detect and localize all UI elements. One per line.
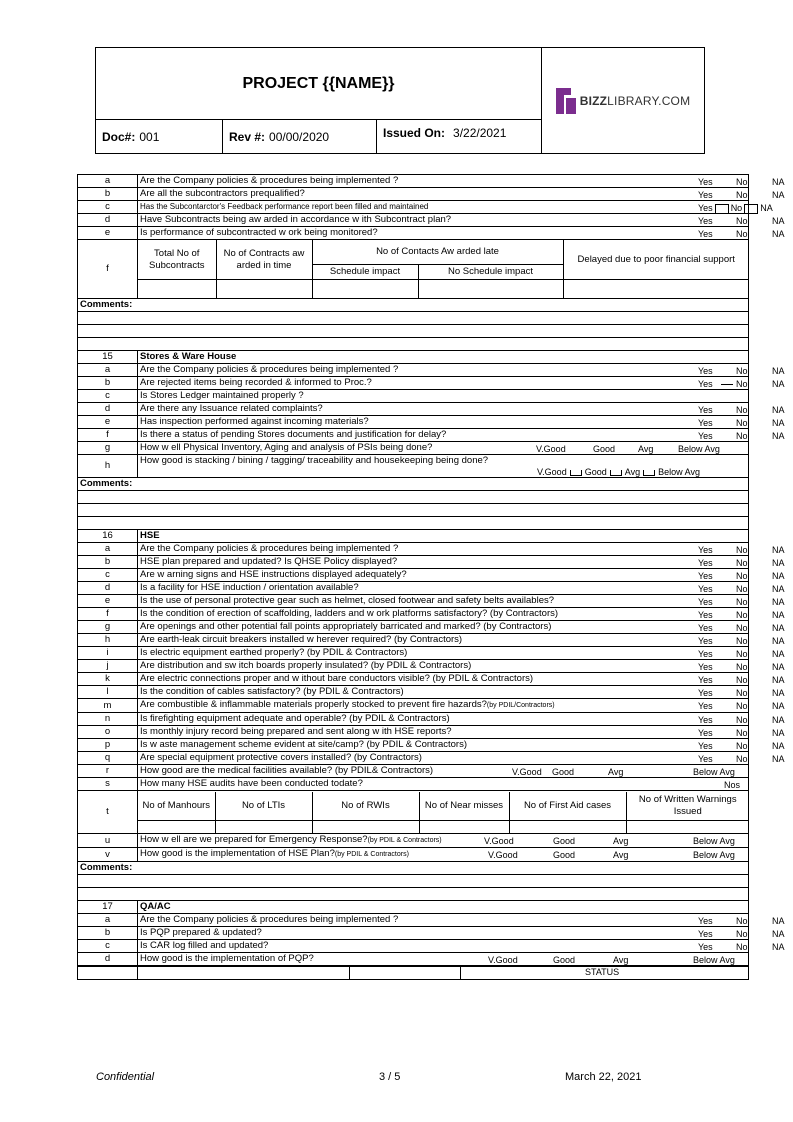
option-no[interactable]: No: [736, 715, 748, 725]
first-aid-header: No of First Aid cases: [509, 792, 626, 821]
table-row: [78, 713, 749, 726]
option-no[interactable]: No: [736, 929, 748, 939]
row-letter: t: [78, 791, 138, 834]
option-na[interactable]: NA: [772, 688, 785, 698]
option-no[interactable]: No: [736, 636, 748, 646]
page-title: PROJECT {{NAME}}: [96, 48, 542, 120]
comments-field[interactable]: [78, 312, 749, 325]
option-yes[interactable]: Yes: [698, 916, 713, 926]
table-row: [78, 752, 749, 765]
option-yes[interactable]: Yes: [698, 623, 713, 633]
table-row: [78, 582, 749, 595]
option-na[interactable]: NA: [772, 610, 785, 620]
question-text: Are the Company policies & procedures being implemented ? Yes No NA: [138, 543, 749, 556]
option-na[interactable]: NA: [772, 418, 785, 428]
option-yes[interactable]: Yes: [698, 649, 713, 659]
section-number: 16: [78, 530, 138, 543]
hse-stats-row: [78, 791, 749, 834]
option-yes[interactable]: Yes: [698, 229, 713, 239]
option-no[interactable]: No: [736, 942, 748, 952]
row-letter: f: [78, 240, 138, 299]
option-na[interactable]: NA: [772, 715, 785, 725]
question-text: HSE plan prepared and updated? Is QHSE Policy displayed? Yes No NA: [138, 556, 749, 569]
row-letter: c: [78, 201, 138, 214]
question-text: Are earth-leak circuit breakers installed w herever required? (by Contractors) Yes No NA: [138, 634, 749, 647]
table-row: [78, 595, 749, 608]
row-letter: k: [78, 673, 138, 686]
table-row: [78, 403, 749, 416]
row-letter: l: [78, 686, 138, 699]
question-text: Are openings and other potential fall points appropriately barricated and marked? (by Contractors) Yes No NA: [138, 621, 749, 634]
option-no[interactable]: No: [736, 431, 748, 441]
table-row: [78, 188, 749, 201]
logo-text: LIBRARY.COM: [607, 93, 691, 108]
row-letter: e: [78, 416, 138, 429]
question-text: Has the Subcontarctor's Feedback performance report been filled and maintained Yes No NA: [138, 201, 749, 214]
rating-below-avg[interactable]: Below Avg: [693, 836, 735, 846]
rating-row: [78, 442, 749, 455]
no-schedule-impact-header: No Schedule impact: [418, 265, 563, 280]
row-letter: n: [78, 713, 138, 726]
row-letter: c: [78, 569, 138, 582]
no-schedule-impact-value[interactable]: [418, 280, 563, 299]
subcontract-stats-table: [138, 240, 749, 298]
question-text: Are distribution and sw itch boards properly insulated? (by PDIL & Contractors) Yes No NA: [138, 660, 749, 673]
rating-avg[interactable]: Avg: [613, 850, 629, 860]
rating-avg[interactable]: Avg: [638, 444, 654, 454]
first-aid-value[interactable]: [509, 820, 626, 833]
question-text: Are special equipment protective covers installed? (by Contractors) Yes No NA: [138, 752, 749, 765]
table-row: [78, 726, 749, 739]
row-letter: a: [78, 364, 138, 377]
rating-vgood[interactable]: V.Good: [512, 767, 542, 777]
question-text: Has inspection performed against incoming materials? Yes No NA: [138, 416, 749, 429]
option-yes[interactable]: Yes: [698, 942, 713, 952]
question-text: How good is the implementation of HSE Plan?(by PDIL & Contractors) V.Good Good Avg Below Avg: [138, 848, 749, 862]
option-no[interactable]: No: [736, 558, 748, 568]
rating-below-avg[interactable]: Below Avg: [678, 444, 720, 454]
contracts-in-time-value[interactable]: [216, 280, 312, 299]
option-yes[interactable]: Yes: [698, 545, 713, 555]
row-letter: o: [78, 726, 138, 739]
doc-number: Doc#: 001: [96, 120, 223, 153]
status-label: STATUS: [585, 967, 620, 977]
option-yes[interactable]: Yes: [698, 715, 713, 725]
option-yes[interactable]: Yes: [698, 584, 713, 594]
row-letter: b: [78, 927, 138, 940]
table-row: [78, 569, 749, 582]
option-no[interactable]: No: [736, 597, 748, 607]
row-letter: s: [78, 778, 138, 791]
option-na[interactable]: NA: [772, 177, 785, 187]
table-row: [78, 778, 749, 791]
table-row: [78, 377, 749, 390]
logo-text-bold: BIZZ: [579, 93, 608, 108]
option-yes[interactable]: Yes No NA: [698, 203, 773, 213]
question-text: How good is the implementation of PQP? V.Good Good Avg Below Avg: [138, 953, 749, 967]
rating-avg[interactable]: Avg: [613, 955, 629, 965]
table-row: [78, 914, 749, 927]
table-row: [78, 364, 749, 377]
issued-date: Issued On: 3/22/2021: [377, 120, 542, 153]
option-na[interactable]: NA: [772, 942, 785, 952]
comments-row: [78, 299, 749, 312]
question-text: How w ell are we prepared for Emergency Response?(by PDIL & Contractors) V.Good Good Avg Below Avg: [138, 834, 749, 848]
row-letter: i: [78, 647, 138, 660]
option-na[interactable]: NA: [772, 741, 785, 751]
rating-scale[interactable]: V.Good Good Avg Below Avg: [537, 467, 700, 477]
total-subcontracts-value[interactable]: [138, 280, 216, 299]
question-text: How many HSE audits have been conducted todate? Nos: [138, 778, 749, 791]
comments-field[interactable]: [78, 875, 749, 888]
total-subcontracts-header: Total No of Subcontracts: [138, 240, 216, 280]
table-row: [78, 940, 749, 953]
rating-vgood[interactable]: V.Good: [484, 836, 514, 846]
option-no[interactable]: No: [736, 728, 748, 738]
row-letter: v: [78, 848, 138, 862]
status-cell: [138, 966, 749, 980]
row-letter: p: [78, 739, 138, 752]
question-text: Is PQP prepared & updated? Yes No NA: [138, 927, 749, 940]
rating-good[interactable]: Good: [593, 444, 616, 454]
rating-vgood[interactable]: V.Good: [488, 850, 518, 860]
option-yes[interactable]: Yes: [698, 636, 713, 646]
option-no[interactable]: No: [736, 418, 748, 428]
row-letter: a: [78, 914, 138, 927]
option-na[interactable]: NA: [772, 379, 785, 389]
row-letter: u: [78, 834, 138, 848]
option-yes[interactable]: Yes: [698, 558, 713, 568]
section-title: Stores & Ware House: [138, 351, 749, 364]
near-misses-value[interactable]: [419, 820, 509, 833]
row-letter: d: [78, 214, 138, 227]
option-yes[interactable]: Yes: [698, 177, 713, 187]
question-text: Is the use of personal protective gear such as helmet, closed footwear and safety belts availables? Yes No NA: [138, 595, 749, 608]
question-text: Is w aste management scheme evident at site/camp? (by PDIL & Contractors) Yes No NA: [138, 739, 749, 752]
question-text: Are combustible & inflammable materials properly stocked to prevent fire hazards?(by PDIL/Contractors) Yes No NA: [138, 699, 749, 713]
written-warnings-value[interactable]: [626, 820, 749, 833]
table-row: [78, 556, 749, 569]
checklist-table: [77, 174, 785, 980]
rating-below-avg[interactable]: Below Avg: [693, 850, 735, 860]
option-yes[interactable]: Yes: [698, 366, 713, 376]
footer-confidential: Confidential: [96, 1071, 155, 1083]
option-no[interactable]: No: [736, 754, 748, 764]
option-yes[interactable]: Yes: [698, 571, 713, 581]
audit-count-unit: Nos: [724, 780, 741, 790]
comments-field[interactable]: [78, 491, 749, 504]
option-blank[interactable]: [718, 378, 736, 390]
question-text: How good are the medical facilities available? (by PDIL& Contractors) V.Good Good Avg Below Avg: [138, 765, 749, 778]
table-row: [78, 660, 749, 673]
rating-vgood[interactable]: V.Good: [488, 955, 518, 965]
question-text: Is monthly injury record being prepared and sent along w ith HSE reports? Yes No NA: [138, 726, 749, 739]
table-row: [78, 673, 749, 686]
question-text: How good is stacking / bining / tagging/ traceability and housekeeping being done? V.Good Good Avg Below Avg: [138, 455, 749, 478]
section-number: 15: [78, 351, 138, 364]
option-no[interactable]: No: [736, 916, 748, 926]
comments-row: [78, 862, 749, 875]
option-na[interactable]: NA: [772, 229, 785, 239]
question-text: Is CAR log filled and updated? Yes No NA: [138, 940, 749, 953]
option-na[interactable]: NA: [772, 929, 785, 939]
row-letter: h: [78, 455, 138, 478]
contracts-in-time-header: No of Contracts aw arded in time: [216, 240, 312, 280]
section-title: HSE: [138, 530, 749, 543]
comments-field[interactable]: [78, 338, 749, 351]
table-row: [78, 647, 749, 660]
option-yes[interactable]: Yes: [698, 379, 713, 389]
status-row: [78, 966, 749, 980]
contracts-late-header: No of Contacts Aw arded late: [312, 240, 563, 265]
manhours-header: No of Manhours: [138, 792, 215, 821]
option-no[interactable]: No: [736, 177, 748, 187]
near-misses-header: No of Near misses: [419, 792, 509, 821]
row-letter: h: [78, 634, 138, 647]
delayed-financial-value[interactable]: [563, 280, 749, 299]
question-text: Is a facility for HSE induction / orientation available? Yes No NA: [138, 582, 749, 595]
company-logo: [542, 48, 704, 153]
option-na[interactable]: NA: [772, 431, 785, 441]
rating-row: [78, 834, 749, 848]
option-no[interactable]: No: [736, 584, 748, 594]
option-yes[interactable]: Yes: [698, 610, 713, 620]
table-row: [78, 227, 749, 240]
option-na[interactable]: NA: [772, 662, 785, 672]
option-yes[interactable]: Yes: [698, 728, 713, 738]
question-text: Is the condition of cables satisfactory? (by PDIL & Contractors) Yes No NA: [138, 686, 749, 699]
option-na[interactable]: NA: [772, 584, 785, 594]
rating-row: [78, 765, 749, 778]
section-title: QA/AC: [138, 901, 749, 914]
subcontract-stats-row: [78, 240, 749, 299]
option-na[interactable]: NA: [772, 366, 785, 376]
row-letter: g: [78, 621, 138, 634]
rwis-header: No of RWIs: [312, 792, 419, 821]
ltis-header: No of LTIs: [215, 792, 312, 821]
table-row: [78, 201, 749, 214]
rating-row: [78, 848, 749, 862]
question-text: Is performance of subcontracted w ork being monitored? Yes No NA: [138, 227, 749, 240]
option-no[interactable]: No: [736, 675, 748, 685]
question-text: Is the condition of erection of scaffolding, ladders and w ork platforms satisfactory? (by Contractors) Yes No NA: [138, 608, 749, 621]
option-na[interactable]: NA: [772, 405, 785, 415]
question-text: Have Subcontracts being aw arded in accordance w ith Subcontract plan? Yes No NA: [138, 214, 749, 227]
question-text: Are rejected items being recorded & informed to Proc.? Yes No NA: [138, 377, 749, 390]
schedule-impact-value[interactable]: [312, 280, 418, 299]
table-row: [78, 608, 749, 621]
option-yes[interactable]: Yes: [698, 190, 713, 200]
rating-good[interactable]: Good: [553, 836, 576, 846]
option-na[interactable]: NA: [772, 701, 785, 711]
rating-row: [78, 455, 749, 478]
option-yes[interactable]: Yes: [698, 701, 713, 711]
document-header: [95, 47, 705, 154]
checkbox-icon[interactable]: [744, 204, 758, 214]
row-letter: j: [78, 660, 138, 673]
delayed-financial-header: Delayed due to poor financial support: [563, 240, 749, 280]
comments-field[interactable]: [78, 325, 749, 338]
table-row: [78, 416, 749, 429]
rating-good[interactable]: Good: [553, 955, 576, 965]
option-no[interactable]: No: [736, 688, 748, 698]
option-no[interactable]: No: [736, 405, 748, 415]
option-no[interactable]: No: [736, 366, 748, 376]
comments-label: Comments:: [78, 478, 749, 491]
section-header: [78, 901, 749, 914]
logo-icon: [556, 88, 576, 114]
option-na[interactable]: NA: [772, 190, 785, 200]
row-letter: a: [78, 175, 138, 188]
option-no[interactable]: No: [736, 216, 748, 226]
option-no[interactable]: No: [736, 545, 748, 555]
question-text: Are all the subcontractors prequalified? Yes No NA: [138, 188, 749, 201]
rating-below-avg[interactable]: Below Avg: [693, 955, 735, 965]
question-text: Are electric connections proper and w ithout bare conductors visible? (by PDIL & Contractors) Yes No NA: [138, 673, 749, 686]
comments-field[interactable]: [78, 888, 749, 901]
question-text: Is firefighting equipment adequate and operable? (by PDIL & Contractors) Yes No NA: [138, 713, 749, 726]
rating-good[interactable]: Good: [552, 767, 575, 777]
ltis-value[interactable]: [215, 820, 312, 833]
row-letter: f: [78, 429, 138, 442]
rating-avg[interactable]: Avg: [608, 767, 624, 777]
option-yes[interactable]: Yes: [698, 688, 713, 698]
option-na[interactable]: NA: [772, 623, 785, 633]
checkbox-icon[interactable]: [715, 204, 729, 214]
row-letter: b: [78, 377, 138, 390]
row-letter: b: [78, 556, 138, 569]
table-row: [78, 621, 749, 634]
row-letter: b: [78, 188, 138, 201]
comments-field[interactable]: [78, 517, 749, 530]
option-no[interactable]: No: [736, 571, 748, 581]
table-row: [78, 175, 749, 188]
question-text: Is electric equipment earthed properly? (by PDIL & Contractors) Yes No NA: [138, 647, 749, 660]
section-header: [78, 530, 749, 543]
option-yes[interactable]: Yes: [698, 216, 713, 226]
option-na[interactable]: NA: [772, 571, 785, 581]
table-row: [78, 429, 749, 442]
footer-page-number: 3 / 5: [379, 1071, 401, 1083]
question-text: Are the Company policies & procedures being implemented ? Yes No NA: [138, 914, 749, 927]
manhours-value[interactable]: [138, 820, 215, 833]
table-row: [78, 543, 749, 556]
option-yes[interactable]: Yes: [698, 675, 713, 685]
option-na[interactable]: NA: [772, 597, 785, 607]
option-na[interactable]: NA: [772, 649, 785, 659]
row-letter: g: [78, 442, 138, 455]
row-letter: q: [78, 752, 138, 765]
row-letter: e: [78, 595, 138, 608]
revision-number: Rev #: 00/00/2020: [223, 120, 377, 153]
option-no[interactable]: No: [736, 623, 748, 633]
table-row: [78, 686, 749, 699]
option-no[interactable]: No: [736, 649, 748, 659]
rating-below-avg[interactable]: Below Avg: [693, 767, 735, 777]
rating-row: [78, 953, 749, 967]
option-yes[interactable]: Yes: [698, 405, 713, 415]
table-row: [78, 214, 749, 227]
option-na[interactable]: NA: [772, 754, 785, 764]
question-text: Are w arning signs and HSE instructions displayed adequately? Yes No NA: [138, 569, 749, 582]
rating-vgood[interactable]: V.Good: [536, 444, 566, 454]
row-letter: c: [78, 390, 138, 403]
rating-avg[interactable]: Avg: [613, 836, 629, 846]
option-yes[interactable]: Yes: [698, 662, 713, 672]
question-text: Are the Company policies & procedures being implemented ? Yes No NA: [138, 364, 749, 377]
table-row: [78, 927, 749, 940]
row-letter: d: [78, 403, 138, 416]
table-row: [78, 634, 749, 647]
row-letter: c: [78, 940, 138, 953]
option-na[interactable]: NA: [772, 916, 785, 926]
comments-label: Comments:: [78, 862, 749, 875]
row-letter: m: [78, 699, 138, 713]
section-number: 17: [78, 901, 138, 914]
hse-stats-table: [138, 792, 749, 833]
rwis-value[interactable]: [312, 820, 419, 833]
option-yes[interactable]: Yes: [698, 431, 713, 441]
option-no[interactable]: No: [736, 662, 748, 672]
row-letter: a: [78, 543, 138, 556]
option-no[interactable]: No: [736, 190, 748, 200]
table-row: [78, 739, 749, 752]
comments-label: Comments:: [78, 299, 749, 312]
option-yes[interactable]: Yes: [698, 754, 713, 764]
option-na[interactable]: NA: [772, 558, 785, 568]
option-na[interactable]: NA: [772, 728, 785, 738]
question-text: Are there any Issuance related complaints? Yes No NA: [138, 403, 749, 416]
question-text: Is Stores Ledger maintained properly ?: [138, 390, 749, 403]
schedule-impact-header: Schedule impact: [312, 265, 418, 280]
option-yes[interactable]: Yes: [698, 929, 713, 939]
option-yes[interactable]: Yes: [698, 597, 713, 607]
option-yes[interactable]: Yes: [698, 418, 713, 428]
comments-field[interactable]: [78, 504, 749, 517]
question-text: Are the Company policies & procedures being implemented ? Yes No NA: [138, 175, 749, 188]
option-na[interactable]: NA: [772, 545, 785, 555]
option-no[interactable]: No: [736, 379, 748, 389]
question-text: How w ell Physical Inventory, Aging and analysis of PSIs being done? V.Good Good Avg Below Avg: [138, 442, 749, 455]
footer-date: March 22, 2021: [565, 1071, 642, 1083]
option-na[interactable]: NA: [772, 675, 785, 685]
row-letter: e: [78, 227, 138, 240]
row-letter: d: [78, 953, 138, 967]
question-text: Is there a status of pending Stores documents and justification for delay? Yes No NA: [138, 429, 749, 442]
table-row: [78, 699, 749, 713]
row-letter: d: [78, 582, 138, 595]
option-no[interactable]: No: [736, 701, 748, 711]
option-na[interactable]: NA: [772, 636, 785, 646]
comments-row: [78, 478, 749, 491]
written-warnings-header: No of Written Warnings Issued: [626, 792, 749, 821]
option-na[interactable]: NA: [772, 216, 785, 226]
row-letter: f: [78, 608, 138, 621]
option-no[interactable]: No: [736, 229, 748, 239]
table-row: [78, 390, 749, 403]
option-no[interactable]: No: [736, 610, 748, 620]
option-no[interactable]: No: [736, 741, 748, 751]
option-yes[interactable]: Yes: [698, 741, 713, 751]
section-header: [78, 351, 749, 364]
row-letter: r: [78, 765, 138, 778]
rating-good[interactable]: Good: [553, 850, 576, 860]
